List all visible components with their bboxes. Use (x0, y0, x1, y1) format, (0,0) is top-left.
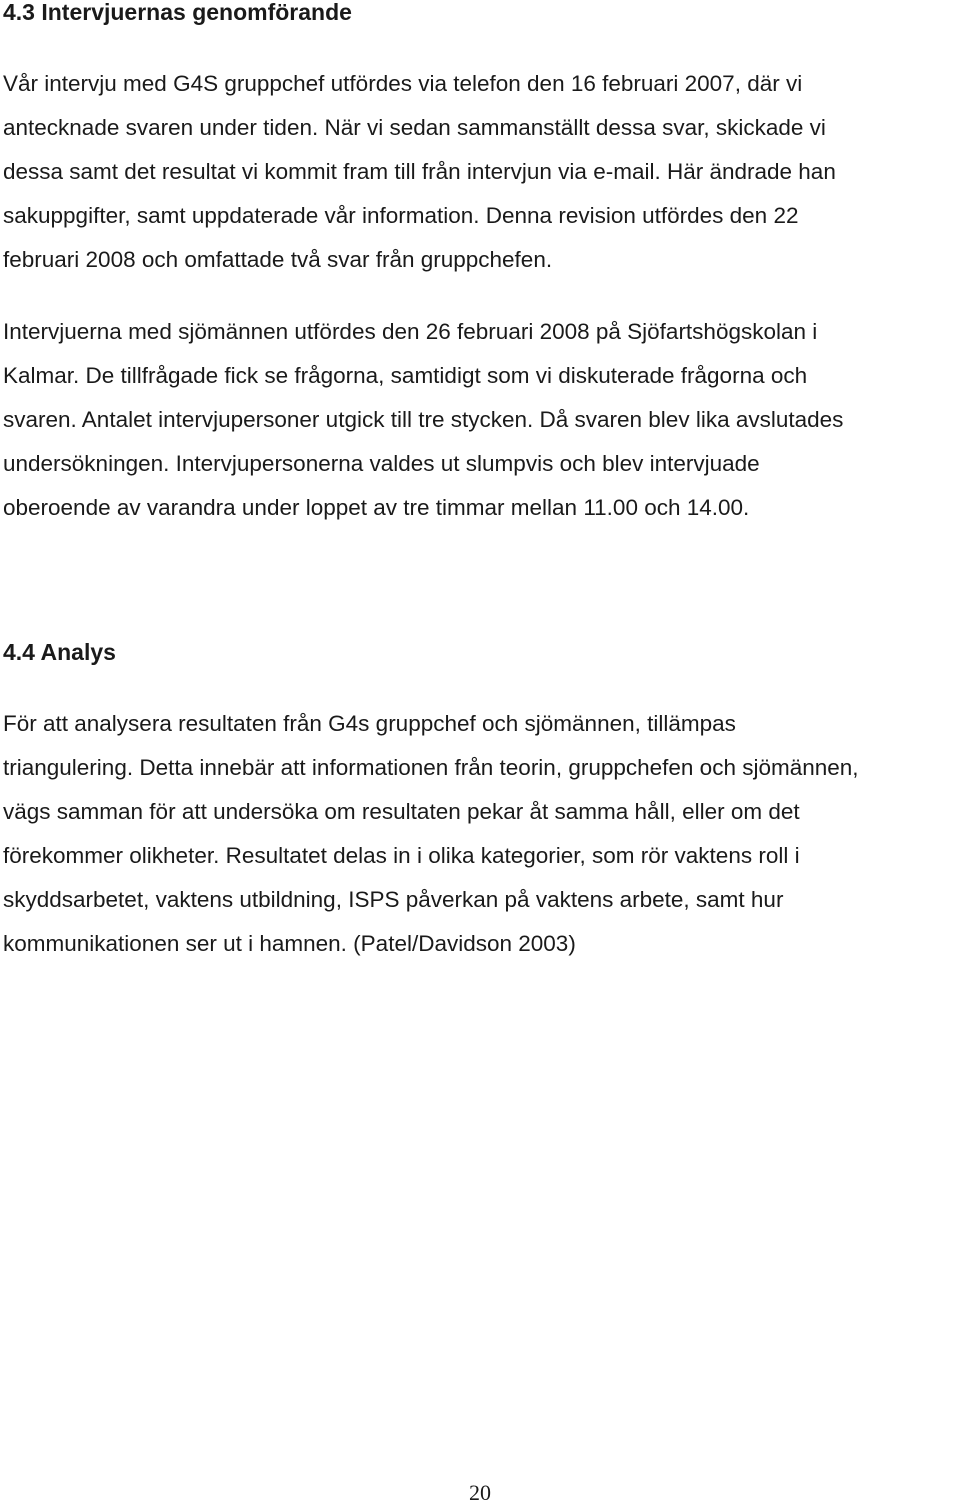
text-line: antecknade svaren under tiden. När vi sedan sammanställt dessa svar, skickade vi (3, 115, 826, 140)
text-line: vägs samman för att undersöka om resultaten pekar åt samma håll, eller om det (3, 799, 800, 824)
paragraph-analys (3, 702, 859, 966)
text-line: dessa samt det resultat vi kommit fram till från intervjun via e-mail. Här ändrade han (3, 159, 836, 184)
text-line: oberoende av varandra under loppet av tre timmar mellan 11.00 och 14.00. (3, 495, 750, 520)
section-heading-intervjuernas-genomforande: 4.3 Intervjuernas genomförande (3, 0, 352, 25)
text-line: skyddsarbetet, vaktens utbildning, ISPS påverkan på vaktens arbete, samt hur (3, 887, 784, 912)
text-line: triangulering. Detta innebär att informationen från teorin, gruppchefen och sjömännen, (3, 755, 859, 780)
text-line: undersökningen. Intervjupersonerna valdes ut slumpvis och blev intervjuade (3, 451, 760, 476)
page-number: 20 (469, 1480, 491, 1505)
text-line: kommunikationen ser ut i hamnen. (Patel/Davidson 2003) (3, 931, 576, 956)
text-line: sakuppgifter, samt uppdaterade vår information. Denna revision utfördes den 22 (3, 203, 799, 228)
text-line: Intervjuerna med sjömännen utfördes den 26 februari 2008 på Sjöfartshögskolan i (3, 319, 818, 344)
paragraph-sjomannen-intervjuer (3, 310, 843, 530)
section-heading-analys: 4.4 Analys (3, 639, 116, 665)
paragraph-telefonintervju (3, 62, 836, 282)
text-line: Kalmar. De tillfrågade fick se frågorna, samtidigt som vi diskuterade frågorna och (3, 363, 808, 388)
text-line: svaren. Antalet intervjupersoner utgick till tre stycken. Då svaren blev lika avslutades (3, 407, 844, 432)
text-line: För att analysera resultaten från G4s gruppchef och sjömännen, tillämpas (3, 711, 736, 736)
text-line: förekommer olikheter. Resultatet delas in i olika kategorier, som rör vaktens roll i (3, 843, 800, 868)
text-line: februari 2008 och omfattade två svar från gruppchefen. (3, 247, 553, 272)
text-line: Vår intervju med G4S gruppchef utfördes via telefon den 16 februari 2007, där vi (3, 71, 803, 96)
